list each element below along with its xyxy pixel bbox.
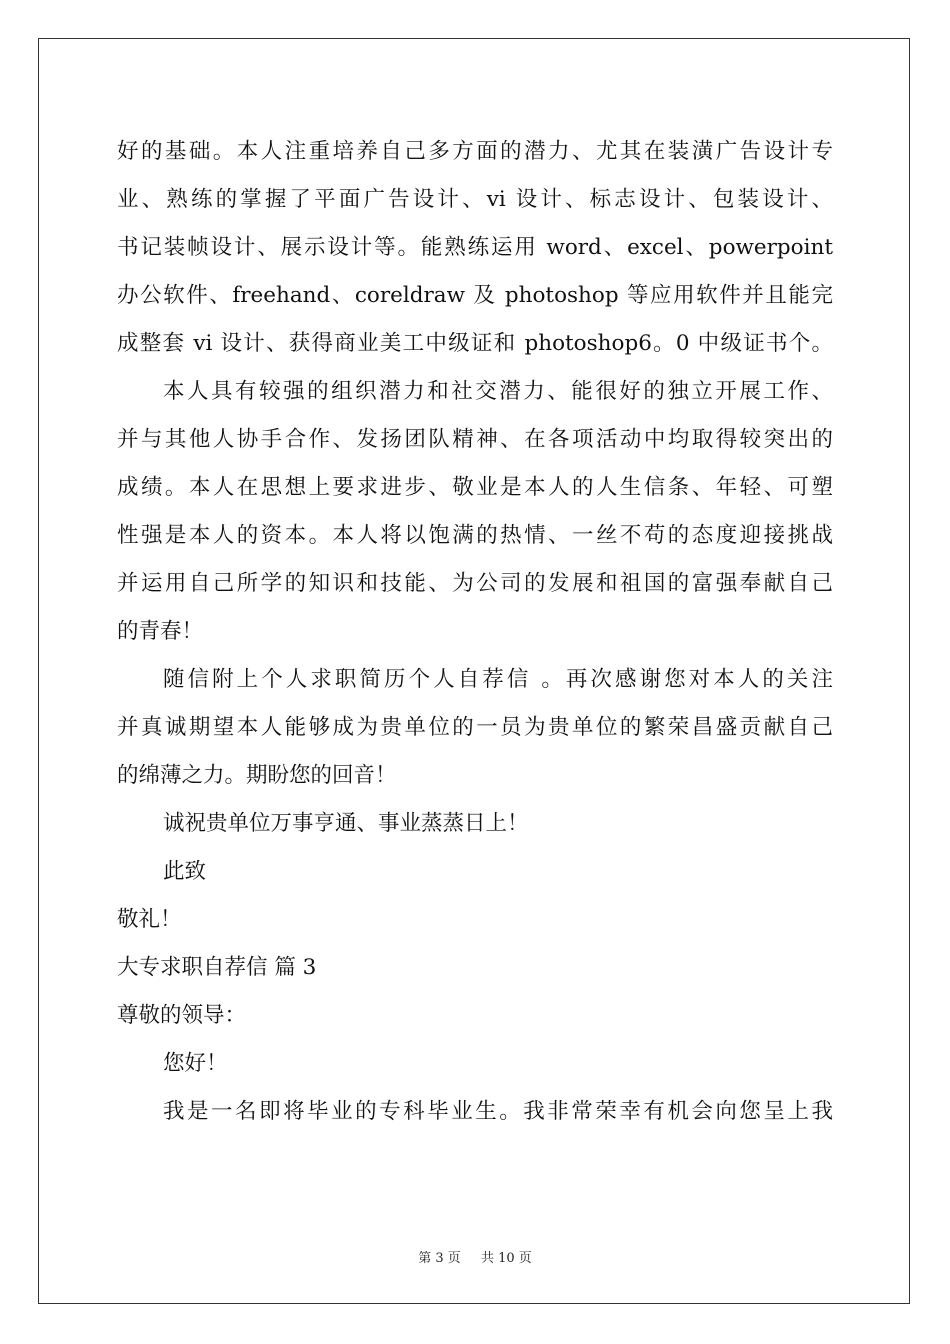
section-heading: 大专求职自荐信 篇 3 (117, 955, 317, 980)
paragraph-start: 随信附上个人求职简历个人自荐信 。再次感谢您对本人的关注 (163, 667, 833, 692)
text-line: 成绩。本人在思想上要求进步、敬业是本人的人生信条、年轻、可塑 (117, 475, 833, 500)
text-line: 业、熟练的掌握了平面广告设计、vi 设计、标志设计、包装设计、 (117, 187, 833, 212)
paragraph-start: 我是一名即将毕业的专科毕业生。我非常荣幸有机会向您呈上我 (163, 1099, 833, 1124)
page-number: 第 3 页 (418, 1251, 461, 1266)
text-line: 性强是本人的资本。本人将以饱满的热情、一丝不苟的态度迎接挑战 (117, 523, 833, 548)
text-line: 办公软件、freehand、coreldraw 及 photoshop 等应用软件并且能完 (117, 283, 833, 308)
letter-greeting: 尊敬的领导： (117, 1003, 247, 1028)
text-line: 并与其他人协手合作、发扬团队精神、在各项活动中均取得较突出的 (117, 427, 833, 452)
salutation-close: 此致 (163, 859, 207, 884)
page-footer (0, 1247, 950, 1266)
page-total: 共 10 页 (480, 1251, 532, 1266)
text-line: 成整套 vi 设计、获得商业美工中级证和 photoshop6。0 中级证书个。 (117, 331, 833, 356)
paragraph-start: 本人具有较强的组织潜力和社交潜力、能很好的独立开展工作、 (163, 379, 833, 404)
text-line: 书记装帧设计、展示设计等。能熟练运用 word、excel、powerpoint (117, 235, 833, 260)
text-line: 的绵薄之力。期盼您的回音！ (117, 763, 397, 788)
salutation-regards: 敬礼！ (117, 907, 182, 932)
letter-hello: 您好！ (163, 1051, 228, 1076)
text-line: 并真诚期望本人能够成为贵单位的一员为贵单位的繁荣昌盛贡献自己 (117, 715, 833, 740)
closing-wish: 诚祝贵单位万事亨通、事业蒸蒸日上！ (163, 811, 529, 836)
text-line: 好的基础。本人注重培养自己多方面的潜力、尤其在装潢广告设计专 (117, 139, 833, 164)
text-line: 并运用自己所学的知识和技能、为公司的发展和祖国的富强奉献自己 (117, 571, 833, 596)
text-line: 的青春！ (117, 619, 204, 644)
document-body (117, 128, 833, 1136)
